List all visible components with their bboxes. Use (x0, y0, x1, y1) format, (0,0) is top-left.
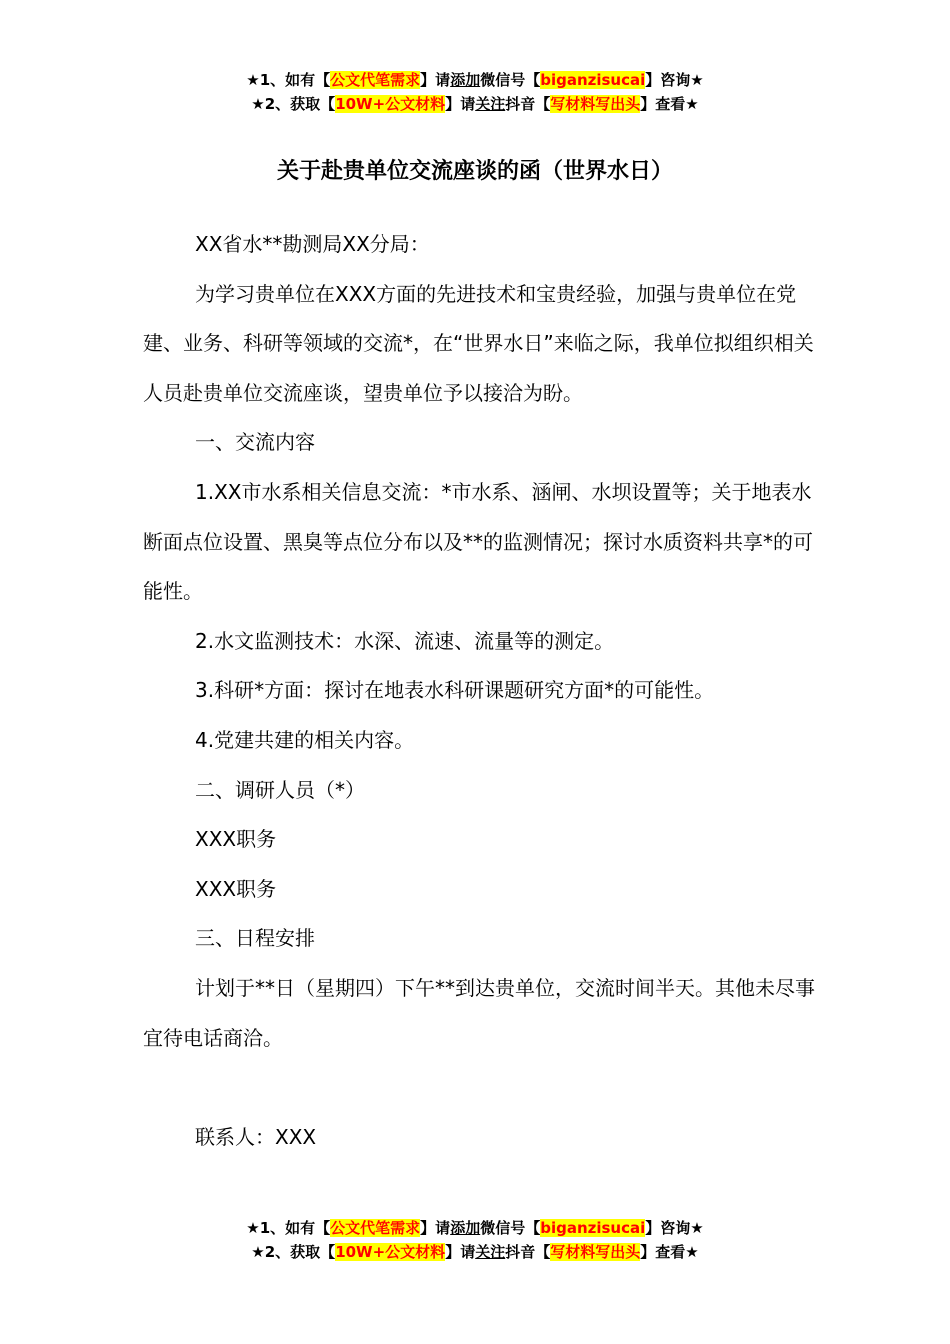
content-item-1: 1.XX市水系相关信息交流：*市水系、涵闸、水坝设置等；关于地表水断面点位设置、黑臭等点位分布以及**的监测情况；探讨水质资料共享*的可能性。 (143, 479, 813, 604)
banner-text: ★2、获取【 (251, 1243, 336, 1261)
banner-text: 】请 (445, 95, 476, 113)
top-banner (0, 68, 950, 116)
section-heading-content: 一、交流内容 (195, 430, 315, 455)
banner-underlined: 添加 (450, 71, 481, 89)
banner-text: 】咨询★ (645, 1219, 704, 1237)
banner-text: 微信号【 (480, 1219, 541, 1237)
document-title: 关于赴贵单位交流座谈的函（世界水日） (276, 159, 673, 184)
banner-highlight: 写材料写出头 (550, 1243, 641, 1261)
banner-highlight: 公文代笔需求 (330, 71, 421, 89)
banner-text: 】请 (420, 1219, 451, 1237)
banner-highlight: 10W+公文材料 (335, 95, 446, 113)
intro-paragraph: 为学习贵单位在XXX方面的先进技术和宝贵经验，加强与贵单位在党建、业务、科研等领域的交流*，在“世界水日”来临之际，我单位拟组织相关人员赴贵单位交流座谈，望贵单位予以接洽为盼。 (143, 281, 814, 405)
section-heading-schedule: 三、日程安排 (195, 926, 315, 951)
blank-line (143, 1063, 828, 1113)
banner-line-2 (0, 1240, 950, 1264)
content-item-3: 3.科研*方面：探讨在地表水科研课题研究方面*的可能性。 (195, 678, 715, 703)
banner-highlight: biganzisucai (540, 71, 646, 89)
banner-highlight: 10W+公文材料 (335, 1243, 446, 1261)
banner-highlight: 公文代笔需求 (330, 1219, 421, 1237)
contact-person: 联系人：XXX (195, 1124, 317, 1149)
banner-text: 】咨询★ (645, 71, 704, 89)
banner-line-2 (0, 92, 950, 116)
banner-line-1 (0, 68, 950, 92)
section-heading-personnel: 二、调研人员（*） (195, 777, 365, 802)
banner-underlined: 关注 (475, 1243, 506, 1261)
banner-text: ★2、获取【 (251, 95, 336, 113)
personnel-entry: XXX职务 (195, 876, 277, 901)
banner-text: 】请 (420, 71, 451, 89)
banner-text: ★1、如有【 (246, 71, 331, 89)
banner-text: 微信号【 (480, 71, 541, 89)
banner-text: 抖音【 (505, 95, 551, 113)
banner-text: 抖音【 (505, 1243, 551, 1261)
salutation: XX省水**勘测局XX分局： (195, 232, 430, 256)
schedule-paragraph: 计划于**日（星期四）下午**到达贵单位，交流时间半天。其他未尽事宜待电话商洽。 (143, 975, 815, 1050)
banner-text: ★1、如有【 (246, 1219, 331, 1237)
banner-line-1 (0, 1216, 950, 1240)
banner-highlight: biganzisucai (540, 1219, 646, 1237)
banner-text: 】查看★ (640, 95, 699, 113)
document-body (143, 220, 828, 1162)
content-item-4: 4.党建共建的相关内容。 (195, 727, 415, 752)
banner-underlined: 关注 (475, 95, 506, 113)
banner-text: 】查看★ (640, 1243, 699, 1261)
bottom-banner (0, 1216, 950, 1264)
banner-highlight: 写材料写出头 (550, 95, 641, 113)
content-item-2: 2.水文监测技术：水深、流速、流量等的测定。 (195, 628, 615, 653)
personnel-entry: XXX职务 (195, 827, 277, 852)
banner-underlined: 添加 (450, 1219, 481, 1237)
banner-text: 】请 (445, 1243, 476, 1261)
